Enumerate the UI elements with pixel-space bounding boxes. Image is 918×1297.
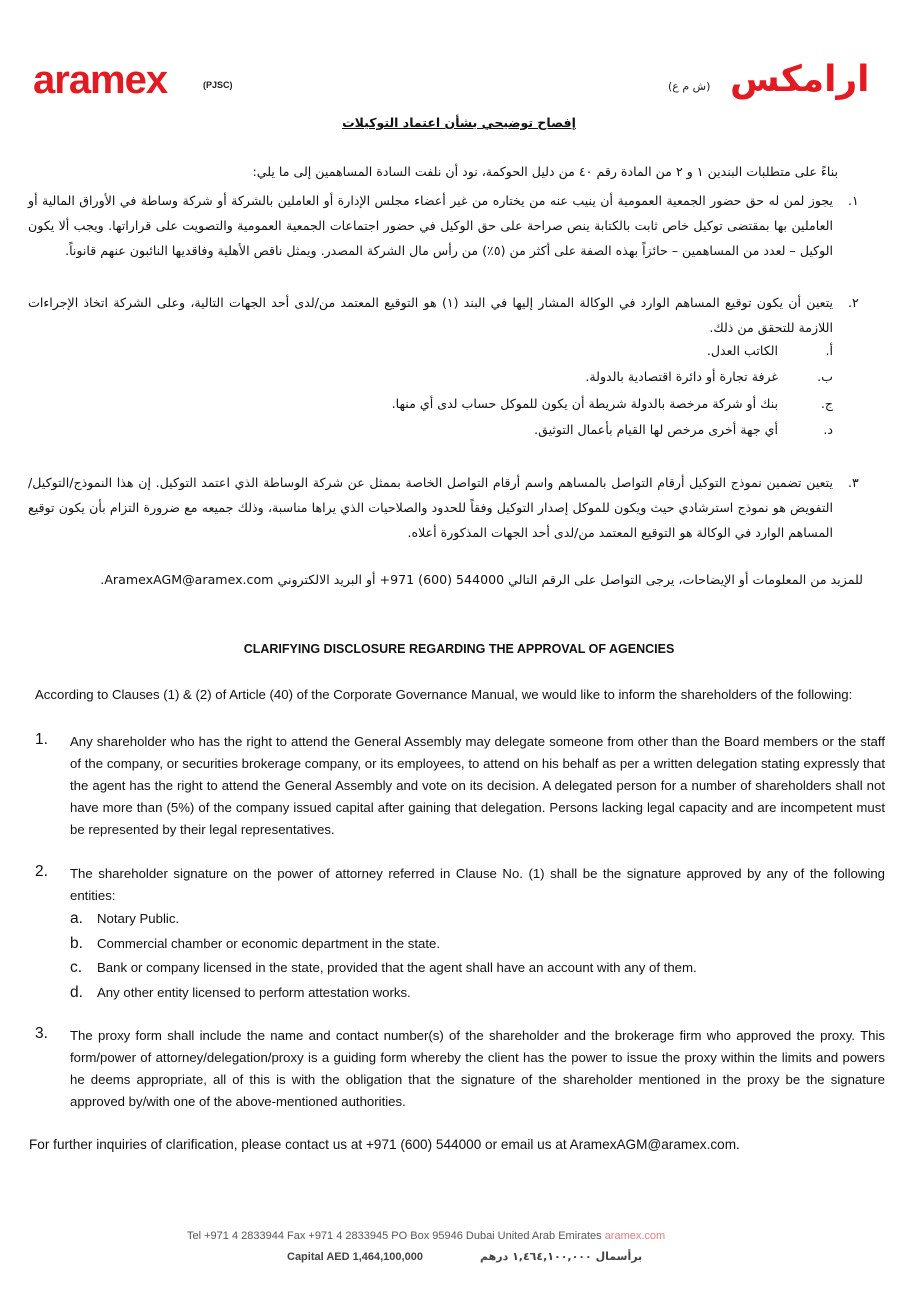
arabic-subitem-a [233, 343, 833, 358]
arabic-item-3 [28, 470, 868, 545]
arabic-item-number: ٢. [848, 295, 859, 310]
subitem-text: الكاتب العدل. [706, 343, 778, 358]
subitem-letter: b. [70, 935, 83, 952]
arabic-item-text: يتعين أن يكون توقيع المساهم الوارد في الوكالة المشار إليها في البند (١) هو التوقيع المعتمد من/لدى أحد الجهات التالية، وعلى الشركة اتخاذ الإجراءات اللازمة للتحقق من ذلك. [28, 295, 834, 335]
english-item-text: The shareholder signature on the power of attorney referred in Clause No. (1) shall be the signature approved by any of the following entities: [70, 866, 885, 903]
footer-capital-ar: برأسمال ١,٤٦٤,١٠٠,٠٠٠ درهم [480, 1250, 643, 1263]
arabic-item-2 [28, 290, 868, 340]
english-closing: For further inquiries of clarification, please contact us at +971 (600) 544000 or email us at AramexAGM@aramex.com. [29, 1137, 740, 1152]
english-item-text: Any shareholder who has the right to attend the General Assembly may delegate someone from other than the Board members or the staff of the company, or securities brokerage company, or its employees, to attend on his behalf as per a written delegation stating expressly that the agent has the right to attend the General Assembly and vote on its decision. A delegated person for a number of shareholders shall not have more than (5%) of the company issued capital after gaining that delegation. Persons lacking legal capacity and are incompetent must be represented by their legal representatives. [70, 734, 885, 837]
subitem-text: غرفة تجارة أو دائرة اقتصادية بالدولة. [585, 369, 778, 384]
arabic-subitem-c [233, 396, 833, 411]
english-item-text: The proxy form shall include the name and contact number(s) of the shareholder and the brokerage firm who approved the proxy. This form/power of attorney/delegation/proxy is a guiding form whereby the client has the power to issue the proxy within the limits and powers he deems appropriate, all of this is with the obligation that the signature of the shareholder mentioned in the proxy be the signature approved by/with one of the above-mentioned authorities. [70, 1028, 885, 1109]
footer-contact-line [187, 1230, 665, 1242]
subitem-letter: ج. [820, 396, 833, 411]
subitem-letter: د. [823, 422, 833, 437]
english-title: CLARIFYING DISCLOSURE REGARDING THE APPROVAL OF AGENCIES [243, 642, 675, 656]
arabic-item-text: يجوز لمن له حق حضور الجمعية العمومية أن ينيب عنه من يختاره من غير أعضاء مجلس الإدارة أو العاملين بالشركة أو شركة وساطة في الأوراق المالية أو العاملين بها بمقتضى توكيل خاص ثابت بالكتابة ينص صراحة على حق الوكيل في حضور اجتماعات الجمعية العمومية والتصويت على قراراتها. ويجب ألا يكون الوكيل – لعدد من المساهمين – حائزاً بهذه الصفة على أكثر من (٥٪) من رأس مال الشركة المصدر. ويمثل ناقص الأهلية وفاقديها النائبون عنهم قانوناً. [28, 193, 833, 258]
english-subitem-d [70, 982, 870, 1004]
english-item-number: 3. [35, 1025, 48, 1042]
footer-capital-en: Capital AED 1,464,100,000 [287, 1251, 423, 1263]
arabic-item-1 [28, 188, 868, 263]
subitem-text: Notary Public. [97, 911, 180, 926]
subitem-letter: ب. [817, 369, 833, 384]
aramex-logo-en: aramex [33, 58, 168, 102]
arabic-item-number: ١. [848, 193, 859, 208]
english-item-2 [35, 863, 885, 907]
subitem-letter: c. [70, 959, 83, 976]
arabic-closing: للمزيد من المعلومات أو الإيضاحات، يرجى التواصل على الرقم التالي 544000 (600) 971+ أو البريد الالكتروني AramexAGM@aramex.com. [100, 572, 863, 587]
arabic-intro: بناءً على متطلبات البندين ١ و ٢ من المادة رقم ٤٠ من دليل الحوكمة، نود أن نلفت السادة المساهمين إلى ما يلي: [252, 164, 838, 179]
english-item-3 [35, 1025, 885, 1113]
subitem-letter: a. [70, 910, 83, 927]
aramex-logo-ar: ارامكس [730, 59, 870, 100]
english-item-number: 1. [35, 731, 48, 748]
english-item-number: 2. [35, 863, 48, 880]
subitem-text: Any other entity licensed to perform attestation works. [97, 985, 411, 1000]
arabic-title: إفصاح توضيحي بشأن اعتماد التوكيلات [342, 115, 576, 130]
english-subitem-a [70, 908, 870, 930]
arabic-item-number: ٣. [848, 475, 859, 490]
arabic-subitem-d [233, 422, 833, 437]
arabic-subitem-b [233, 369, 833, 384]
footer-contact: Tel +971 4 2833944 Fax +971 4 2833945 PO Box 95946 Dubai United Arab Emirates [187, 1230, 602, 1242]
footer-website-link[interactable]: aramex.com [604, 1230, 666, 1242]
english-intro: According to Clauses (1) & (2) of Article (40) of the Corporate Governance Manual, we would like to inform the shareholders of the following: [35, 687, 853, 702]
logo-ar-suffix: (ش م ع) [668, 80, 711, 93]
subitem-letter: أ. [825, 343, 833, 358]
subitem-text: بنك أو شركة مرخصة بالدولة شريطة أن يكون للموكل حساب لدى أي منها. [391, 396, 778, 411]
subitem-letter: d. [70, 984, 83, 1001]
logo-en-suffix: (PJSC) [203, 80, 233, 90]
english-item-1 [35, 731, 885, 841]
subitem-text: أي جهة أخرى مرخص لها القيام بأعمال التوثيق. [534, 422, 778, 437]
english-subitem-b [70, 933, 870, 955]
subitem-text: Bank or company licensed in the state, provided that the agent shall have an account with any of them. [97, 960, 697, 975]
english-subitem-c [70, 957, 870, 979]
arabic-item-text: يتعين تضمين نموذج التوكيل أرقام التواصل بالمساهم واسم أرقام التواصل الخاصة بممثل عن شركة الوساطة الذي اعتمد التوكيل. إن هذا النموذج/التوكيل/التفويض هو نموذج استرشادي حيث ويكون للموكل إصدار التوكيل وفقاً للحدود والصلاحيات الذي يراها مناسبة، وذلك جميعه مع ضرورة التزام بأن يكون توقيع المساهم الوارد في الوكالة هو التوقيع المعتمد من/لدى أحد الجهات المذكورة أعلاه. [28, 475, 833, 540]
subitem-text: Commercial chamber or economic department in the state. [97, 936, 441, 951]
